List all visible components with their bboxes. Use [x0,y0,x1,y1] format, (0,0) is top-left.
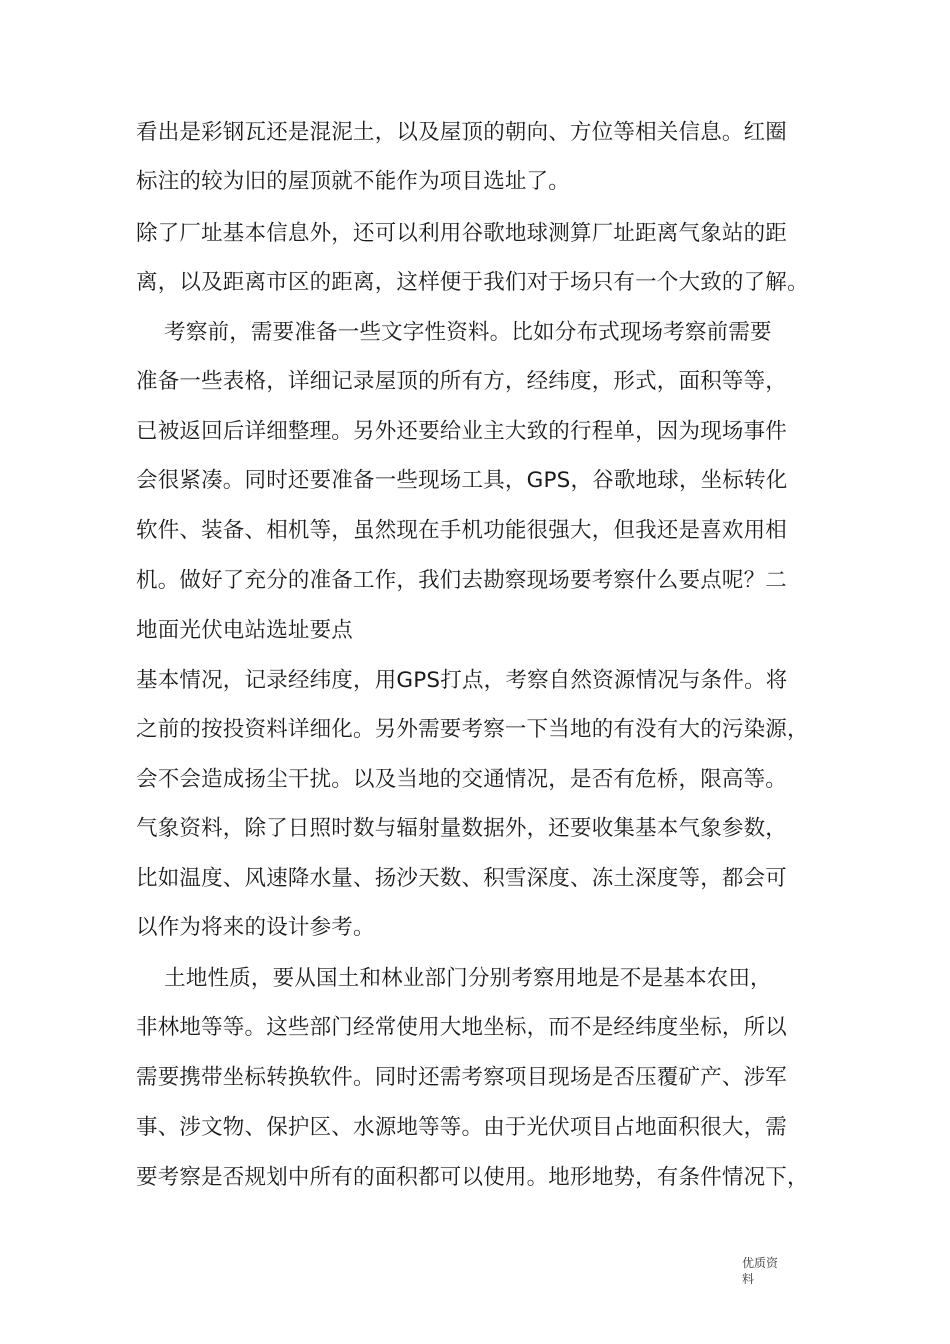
text-line: 以作为将来的设计参考。 [136,915,375,940]
text-line: 基本情况，记录经纬度，用GPS打点，考察自然资源情况与条件。将 [136,668,788,693]
text-line: 标注的较为旧的屋顶就不能作为项目选址了。 [136,169,571,194]
text-line: 会不会造成扬尘干扰。以及当地的交通情况，是否有危桥，限高等。 [136,767,788,792]
text-line: 软件、装备、相机等，虽然现在手机功能很强大，但我还是喜欢用相 [136,518,788,543]
text-line: 比如温度、风速降水量、扬沙天数、积雪深度、冻土深度等，都会可 [136,866,788,891]
text-line: 会很紧凑。同时还要准备一些现场工具，GPS，谷歌地球，坐标转化 [136,468,788,493]
text-line: 机。做好了充分的准备工作，我们去勘察现场要考察什么要点呢？二 [136,568,788,593]
text-line: 准备一些表格，详细记录屋顶的所有方，经纬度，形式，面积等等， [136,369,788,394]
text-line: 需要携带坐标转换软件。同时还需考察项目现场是否压覆矿产、涉军 [136,1065,788,1090]
text-line: 土地性质，要从国土和林业部门分别考察用地是不是基本农田， [136,966,772,991]
footer-line: 料 [742,1272,755,1286]
text-line: 考察前，需要准备一些文字性资料。比如分布式现场考察前需要 [136,320,772,345]
text-line: 看出是彩钢瓦还是混泥土，以及屋顶的朝向、方位等相关信息。红圈 [136,120,788,145]
footer-line: 优质资 [742,1256,779,1270]
text-line: 事、涉文物、保护区、水源地等等。由于光伏项目占地面积很大，需 [136,1115,788,1140]
footer-note [742,1255,802,1287]
text-line: 之前的按投资料详细化。另外需要考察一下当地的有没有大的污染源， [136,717,809,742]
text-line: 要考察是否规划中所有的面积都可以使用。地形地势，有条件情况下， [136,1165,809,1190]
text-line: 已被返回后详细整理。另外还要给业主大致的行程单，因为现场事件 [136,419,788,444]
text-line: 非林地等等。这些部门经常使用大地坐标，而不是经纬度坐标，所以 [136,1015,788,1040]
section-heading: 地面光伏电站选址要点 [136,618,354,643]
text-line: 除了厂址基本信息外，还可以利用谷歌地球测算厂址距离气象站的距 [136,221,788,246]
text-line: 气象资料，除了日照时数与辐射量数据外，还要收集基本气象参数， [136,816,788,841]
text-line: 离，以及距离市区的距离，这样便于我们对于场只有一个大致的了解。 [136,270,809,295]
